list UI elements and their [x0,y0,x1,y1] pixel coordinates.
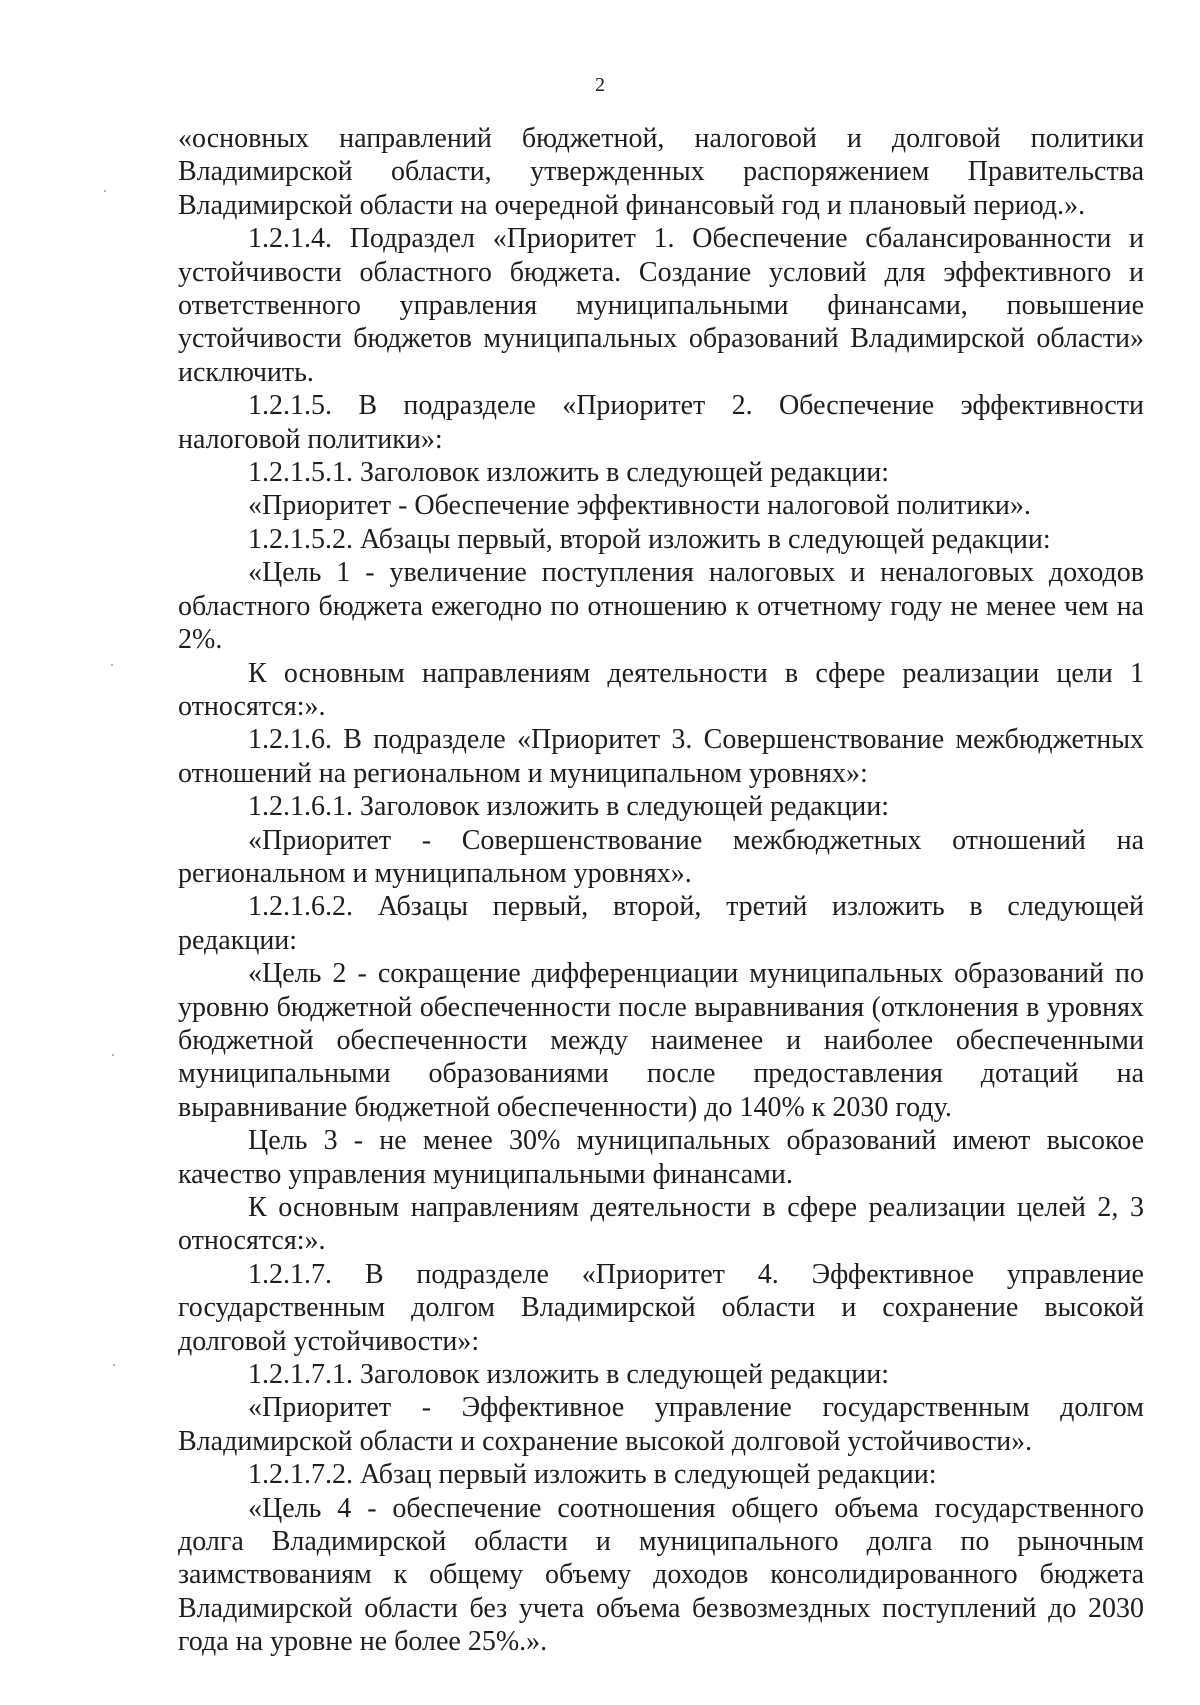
paragraph: К основным направлениям деятельности в сфере реализации цели 1 относятся:». [178,657,1144,722]
paragraph: 1.2.1.4. Подраздел «Приоритет 1. Обеспечение сбалансированности и устойчивости областного бюджета. Создание условий для эффективного и ответственного управления муниципальными финансами, повышение устойчивости бюджетов муниципальных образований Владимирской области» исключить. [178,223,1144,388]
paragraph: 1.2.1.6.1. Заголовок изложить в следующей редакции: [248,791,890,823]
paragraph: 1.2.1.5. В подразделе «Приоритет 2. Обеспечение эффективности налоговой политики»: [178,390,1144,455]
paragraph: 1.2.1.7. В подразделе «Приоритет 4. Эффективное управление государственным долгом Владимирской области и сохранение высокой долговой устойчивости»: [178,1258,1144,1357]
paragraph: 1.2.1.6. В подразделе «Приоритет 3. Совершенствование межбюджетных отношений на региональном и муниципальном уровнях»: [178,724,1144,789]
paragraph: 1.2.1.6.2. Абзацы первый, второй, третий изложить в следующей редакции: [178,891,1144,956]
paragraph: К основным направлениям деятельности в сфере реализации целей 2, 3 относятся:». [178,1192,1144,1257]
paragraph: «Приоритет - Эффективное управление государственным долгом Владимирской области и сохранение высокой долговой устойчивости». [178,1392,1144,1457]
paragraph: 1.2.1.5.2. Абзацы первый, второй изложить в следующей редакции: [248,523,1051,555]
paragraph: «основных направлений бюджетной, налоговой и долговой политики Владимирской области, утвержденных распоряжением Правительства Владимирской области на очередной финансовый год и плановый период.». [178,123,1144,221]
paragraph: 1.2.1.7.2. Абзац первый изложить в следующей редакции: [248,1459,937,1491]
paragraph: 1.2.1.7.1. Заголовок изложить в следующей редакции: [248,1359,890,1391]
paragraph: «Приоритет - Совершенствование межбюджетных отношений на региональном и муниципальном уровнях». [178,824,1144,889]
paragraph: «Цель 2 - сокращение дифференциации муниципальных образований по уровню бюджетной обеспеченности после выравнивания (отклонения в уровнях бюджетной обеспеченности между наименее и наиболее обеспеченными муниципальными образованиями после предоставления дотаций на выравнивание бюджетной обеспеченности) до 140% к 2030 году. [178,958,1144,1123]
scan-speck [111,664,113,666]
page-number: 2 [595,74,605,96]
paragraph: 1.2.1.5.1. Заголовок изложить в следующей редакции: [248,457,890,489]
paragraph: «Цель 1 - увеличение поступления налоговых и неналоговых доходов областного бюджета ежегодно по отношению к отчетному году не менее чем на 2%. [178,557,1144,656]
paragraph: Цель 3 - не менее 30% муниципальных образований имеют высокое качество управления муниципальными финансами. [178,1125,1144,1190]
scan-speck [112,1054,114,1056]
paragraph: «Цель 4 - обеспечение соотношения общего объема государственного долга Владимирской области и муниципального долга по рыночным заимствованиям к общему объему доходов консолидированного бюджета Владимирской области без учета объема безвозмездных поступлений до 2030 года на уровне не более 25%.». [178,1492,1144,1658]
document-body [178,122,1144,1659]
paragraph: «Приоритет - Обеспечение эффективности налоговой политики». [248,490,1031,522]
scan-speck [113,1364,115,1366]
scan-speck [104,190,106,192]
